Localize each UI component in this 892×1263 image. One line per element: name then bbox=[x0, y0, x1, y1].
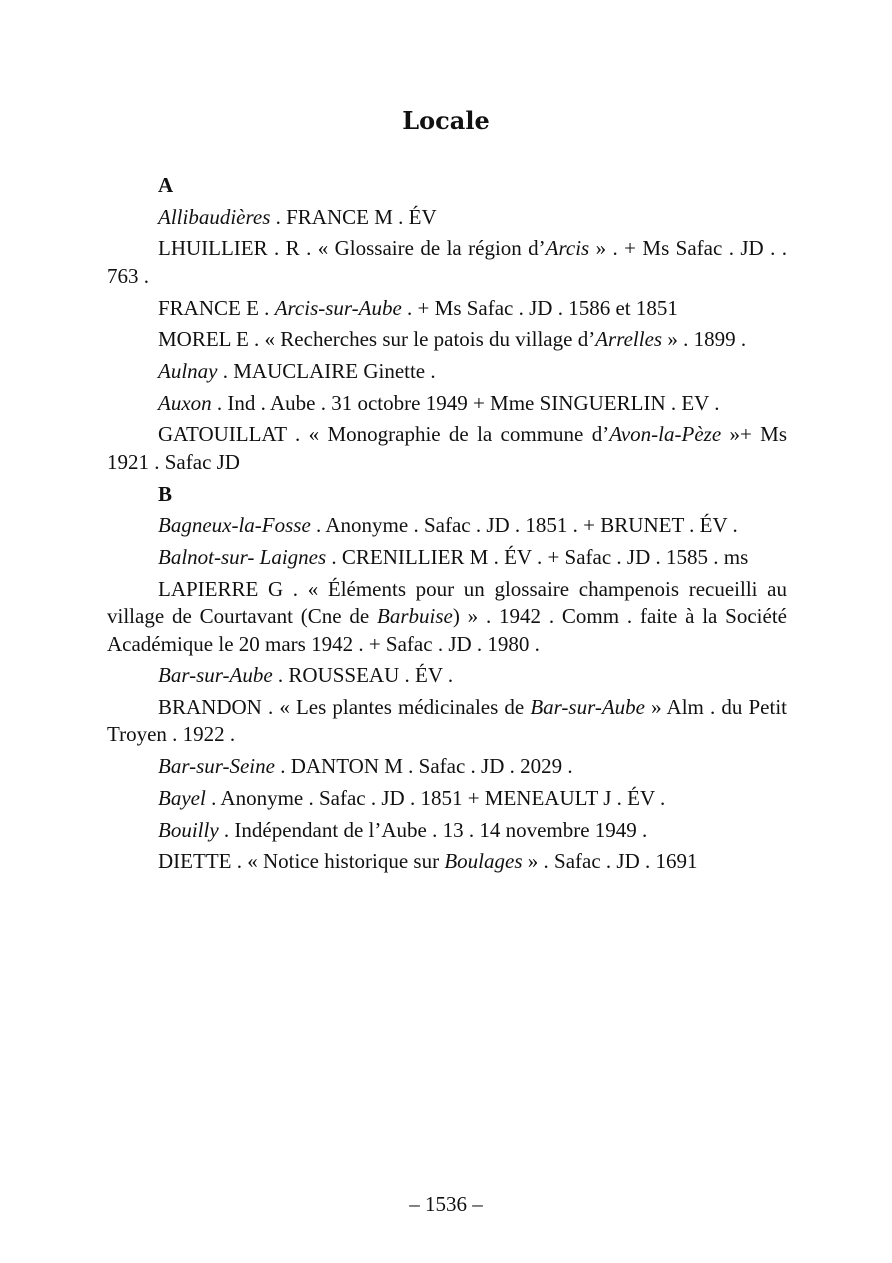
bibliography-entry bbox=[107, 512, 787, 540]
bibliography-entry bbox=[107, 326, 787, 354]
entry-text: . CRENILLIER M . ÉV . + Safac . JD . 1585 . ms bbox=[326, 544, 749, 569]
place-name: Bouilly bbox=[158, 817, 219, 842]
place-name: Avon-la-Pèze bbox=[609, 422, 722, 447]
place-name: Arrelles bbox=[595, 327, 663, 352]
entry-text: . Anonyme . Safac . JD . 1851 . + BRUNET . ÉV . bbox=[310, 513, 738, 538]
place-name: Aulnay bbox=[158, 358, 218, 383]
place-name: Bar-sur-Aube bbox=[158, 663, 273, 688]
entry-text: GATOUILLAT . « Monographie de la commune d’ bbox=[158, 422, 610, 447]
entry-text: LAPIERRE G . « Éléments pour un glossaire champenois recueilli au village de Courtavant (Cne de bbox=[107, 576, 787, 629]
bibliography-entry bbox=[107, 390, 787, 418]
entry-text: ) » . 1942 . Comm . faite à la Société Académique le 20 mars 1942 . + Safac . JD . 1980 . bbox=[107, 604, 787, 656]
place-name: Balnot-sur- Laignes bbox=[158, 544, 327, 569]
bibliography-entry bbox=[107, 576, 787, 659]
entry-text: . ROUSSEAU . ÉV . bbox=[272, 663, 454, 688]
entry-text: » Alm . du Petit Troyen . 1922 . bbox=[107, 694, 787, 747]
entry-text: FRANCE E . bbox=[158, 295, 275, 320]
place-name: Arcis-sur-Aube bbox=[274, 295, 402, 320]
place-name: Boulages bbox=[444, 849, 523, 874]
entry-text: . MAUCLAIRE Ginette . bbox=[217, 358, 436, 383]
page-number: – 1536 – bbox=[409, 1192, 483, 1216]
bibliography-entry bbox=[107, 295, 787, 323]
place-name: Bagneux-la-Fosse bbox=[158, 513, 311, 538]
entry-text: LHUILLIER . R . « Glossaire de la région d’ bbox=[158, 236, 546, 261]
place-name: Bayel bbox=[158, 785, 206, 810]
bibliography-entry bbox=[107, 204, 787, 232]
entry-text: . + Ms Safac . JD . 1586 et 1851 bbox=[401, 295, 678, 320]
bibliography-entry bbox=[107, 753, 787, 781]
place-name: Allibaudières bbox=[158, 204, 271, 229]
place-name: Barbuise bbox=[377, 604, 453, 629]
entry-text: . Indépendant de l’Aube . 13 . 14 novembre 1949 . bbox=[218, 817, 648, 842]
bibliography-entry bbox=[107, 848, 787, 876]
place-name: Bar-sur-Aube bbox=[530, 694, 645, 719]
place-name: Auxon bbox=[158, 390, 212, 415]
page-title: Locale bbox=[402, 106, 490, 135]
entry-text: » . + Ms Safac . JD . . 763 . bbox=[107, 236, 787, 288]
bibliography-entry bbox=[107, 544, 787, 572]
bibliography-entry bbox=[107, 694, 787, 749]
entry-text: BRANDON . « Les plantes médicinales de bbox=[158, 694, 531, 719]
bibliography-entry bbox=[107, 421, 787, 476]
bibliography-entry bbox=[107, 235, 787, 290]
entry-list bbox=[107, 172, 787, 880]
place-name: Arcis bbox=[545, 236, 590, 261]
bibliography-entry bbox=[107, 785, 787, 813]
entry-text: » . Safac . JD . 1691 bbox=[522, 849, 698, 874]
entry-text: MOREL E . « Recherches sur le patois du village d’ bbox=[158, 327, 596, 352]
bibliography-entry bbox=[107, 662, 787, 690]
entry-text: . Anonyme . Safac . JD . 1851 + MENEAULT J . ÉV . bbox=[205, 785, 666, 810]
bibliography-entry bbox=[107, 817, 787, 845]
entry-text: . FRANCE M . ÉV bbox=[270, 204, 437, 229]
entry-text: » . 1899 . bbox=[662, 327, 747, 352]
entry-text: DIETTE . « Notice historique sur bbox=[158, 849, 445, 874]
place-name: Bar-sur-Seine bbox=[158, 754, 275, 779]
entry-text: . DANTON M . Safac . JD . 2029 . bbox=[274, 754, 573, 779]
section-letter: B bbox=[158, 481, 173, 506]
section-letter: A bbox=[158, 173, 174, 197]
entry-text: . Ind . Aube . 31 octobre 1949 + Mme SINGUERLIN . EV . bbox=[211, 390, 720, 415]
entry-text: »+ Ms 1921 . Safac JD bbox=[107, 422, 787, 474]
bibliography-entry bbox=[107, 358, 787, 386]
